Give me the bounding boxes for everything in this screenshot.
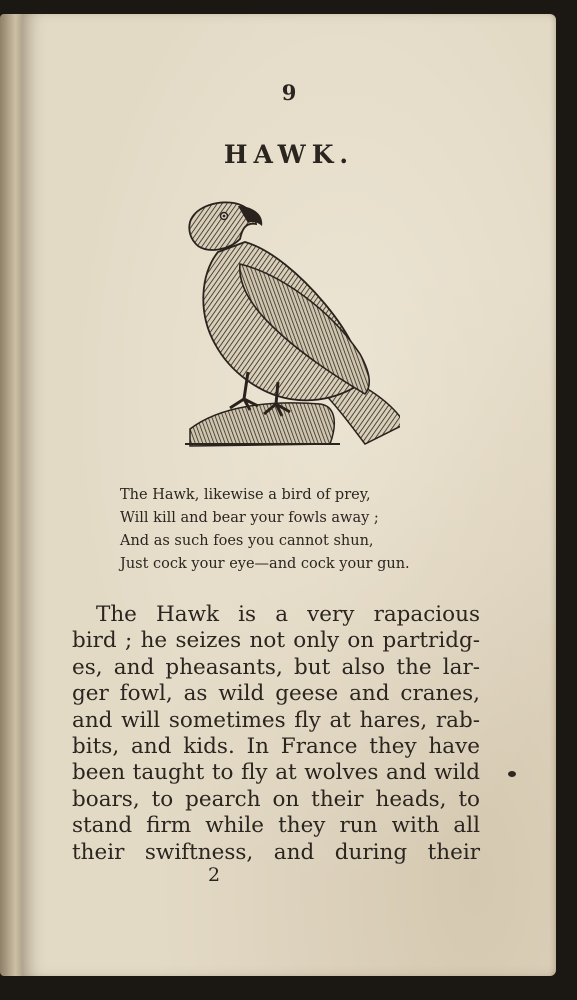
verse-line: And as such foes you cannot shun,: [120, 533, 374, 549]
body-line: ger fowl, as wild geese and cranes,: [72, 681, 480, 707]
verse-line: The Hawk, likewise a bird of prey,: [120, 487, 371, 503]
body-line: boars, to pearch on their heads, to: [72, 786, 480, 812]
verse-line: Will kill and bear your fowls away ;: [120, 510, 379, 526]
book-page: [22, 14, 556, 976]
signature-mark: 2: [207, 864, 221, 886]
verse-line: Just cock your eye—and cock your gun.: [120, 556, 410, 572]
previous-page-edge: [0, 14, 22, 976]
page-number: 9: [281, 80, 297, 105]
body-line: and will sometimes fly at hares, rab-: [72, 707, 480, 733]
hawk-woodcut-illustration: [160, 194, 400, 464]
body-line: stand firm while they run with all: [72, 813, 480, 839]
body-paragraph: [72, 602, 480, 866]
page-title: HAWK.: [223, 140, 355, 169]
body-line: been taught to fly at wolves and wild: [72, 760, 480, 786]
body-line: bird ; he seizes not only on partridg-: [72, 628, 480, 654]
body-line: The Hawk is a very rapacious: [96, 602, 480, 627]
ink-blot: [508, 771, 516, 777]
body-line: es, and pheasants, but also the lar-: [72, 654, 480, 680]
body-line: their swiftness, and during their: [72, 839, 480, 865]
body-line: bits, and kids. In France they have: [72, 734, 480, 760]
verse: [120, 484, 450, 576]
